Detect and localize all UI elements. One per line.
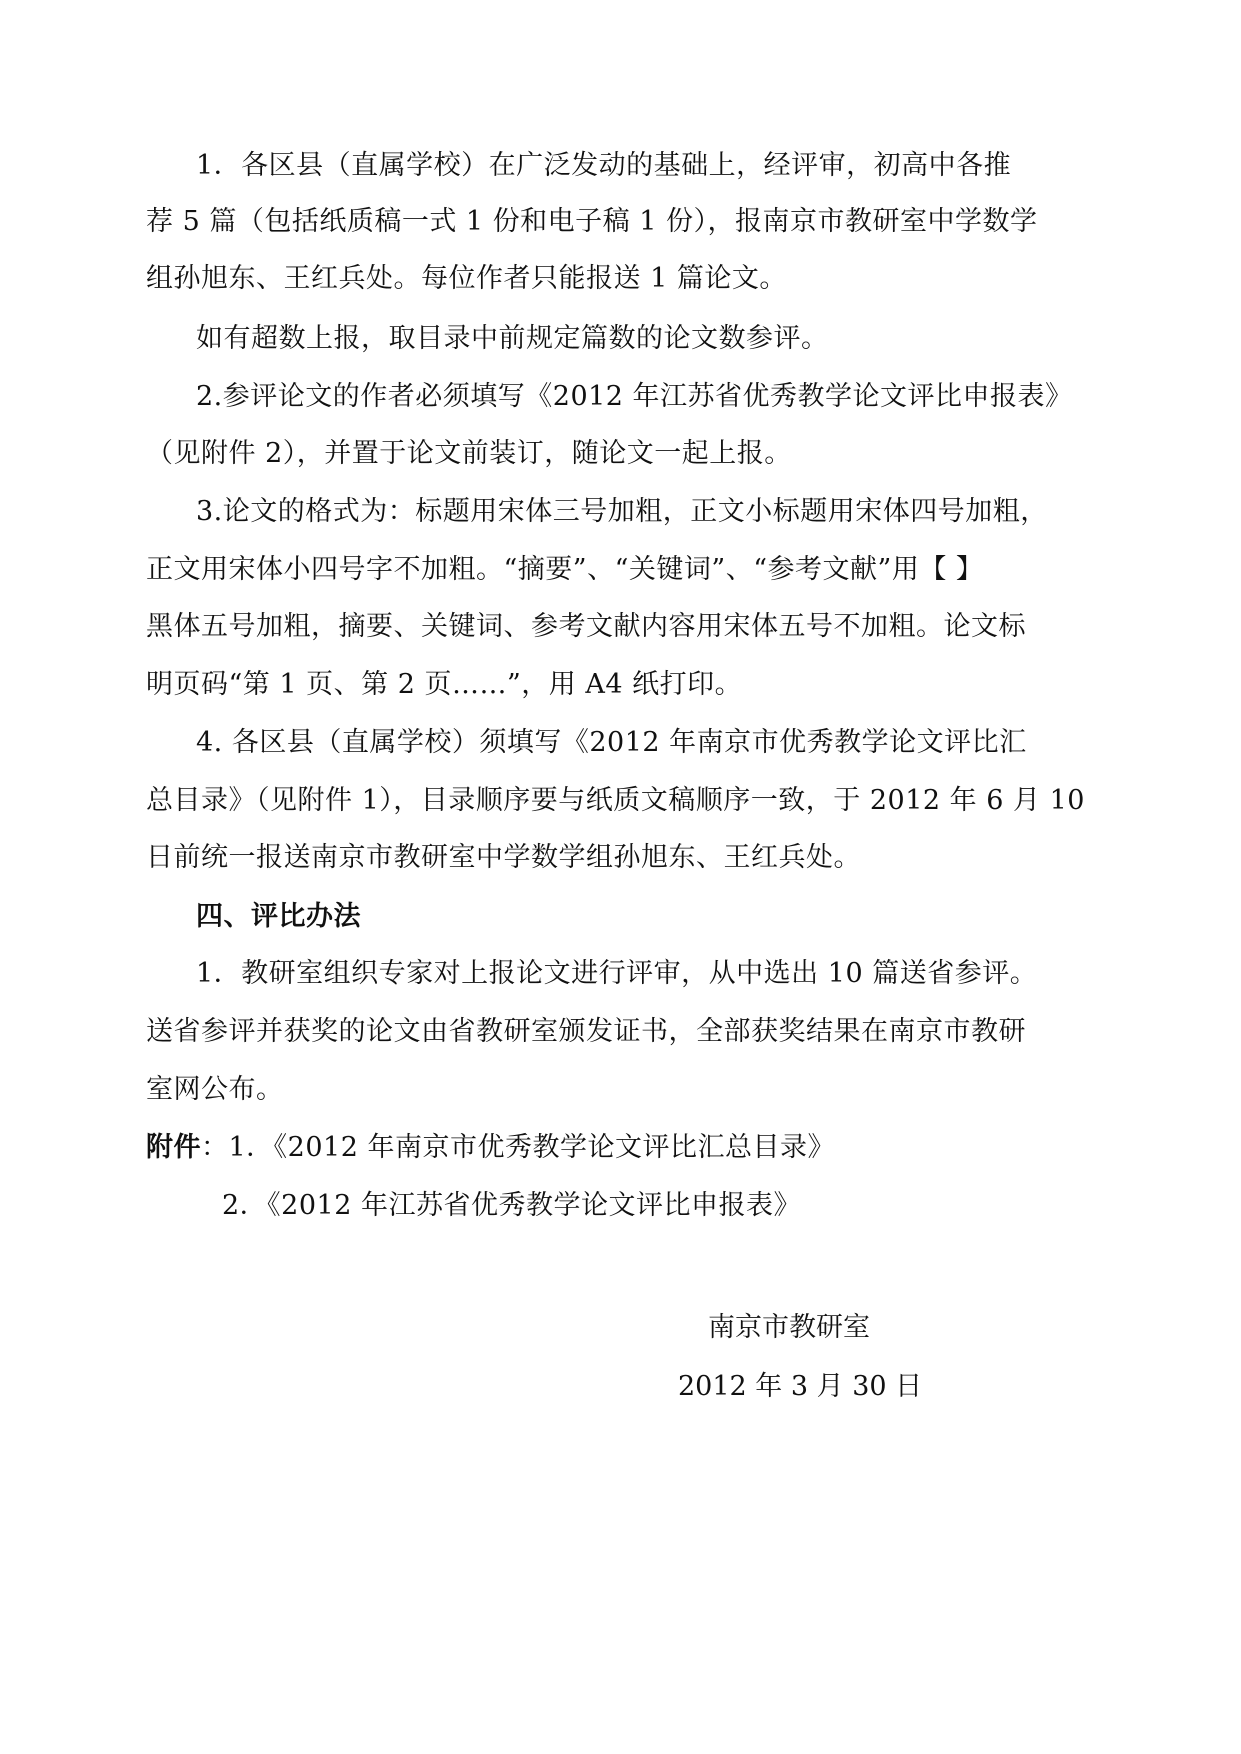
paragraph-5-line-2: 总目录》（见附件 1），目录顺序要与纸质文稿顺序一致，于 2012 年 6 月 10 <box>146 785 1085 816</box>
paragraph-2-line-1: 如有超数上报，取目录中前规定篇数的论文数参评。 <box>196 323 829 354</box>
attachments-label: 附件 <box>146 1132 201 1163</box>
paragraph-6-line-1: 1．教研室组织专家对上报论文进行评审，从中选出 10 篇送省参评。 <box>196 958 1038 989</box>
paragraph-4-line-4: 明页码“第 1 页、第 2 页……”，用 A4 纸打印。 <box>146 669 743 700</box>
paragraph-1-line-2: 荐 5 篇（包括纸质稿一式 1 份和电子稿 1 份），报南京市教研室中学数学 <box>146 206 1038 237</box>
paragraph-6-line-3: 室网公布。 <box>146 1074 284 1105</box>
attachments-line-1 <box>146 1128 835 1168</box>
signature-date: 2012 年 3 月 30 日 <box>678 1371 923 1402</box>
paragraph-5-line-1: 4. 各区县（直属学校）须填写《2012 年南京市优秀教学论文评比汇 <box>196 727 1027 758</box>
paragraph-5-line-3: 日前统一报送南京市教研室中学数学组孙旭东、王红兵处。 <box>146 842 861 873</box>
paragraph-1-line-1: 1．各区县（直属学校）在广泛发动的基础上，经评审，初高中各推 <box>196 150 1012 181</box>
attachment-item-2: 2．《2012 年江苏省优秀教学论文评比申报表》 <box>222 1190 801 1221</box>
attachment-item-1: 1．《2012 年南京市优秀教学论文评比汇总目录》 <box>228 1132 835 1163</box>
signature-org: 南京市教研室 <box>708 1312 870 1343</box>
paragraph-4-line-3: 黑体五号加粗，摘要、关键词、参考文献内容用宋体五号不加粗。论文标 <box>146 611 1026 642</box>
paragraph-3-line-1: 2.参评论文的作者必须填写《2012 年江苏省优秀教学论文评比申报表》 <box>196 381 1073 412</box>
attachments-colon: ： <box>201 1132 229 1163</box>
paragraph-4-line-2: 正文用宋体小四号字不加粗。“摘要”、“关键词”、“参考文献”用【 】 <box>146 554 984 585</box>
section-heading: 四、评比办法 <box>196 901 361 932</box>
paragraph-4-line-1: 3.论文的格式为：标题用宋体三号加粗，正文小标题用宋体四号加粗， <box>196 496 1048 527</box>
paragraph-6-line-2: 送省参评并获奖的论文由省教研室颁发证书，全部获奖结果在南京市教研 <box>146 1016 1026 1047</box>
paragraph-1-line-3: 组孙旭东、王红兵处。每位作者只能报送 1 篇论文。 <box>146 263 787 294</box>
paragraph-3-line-2: （见附件 2），并置于论文前装订，随论文一起上报。 <box>146 438 792 469</box>
